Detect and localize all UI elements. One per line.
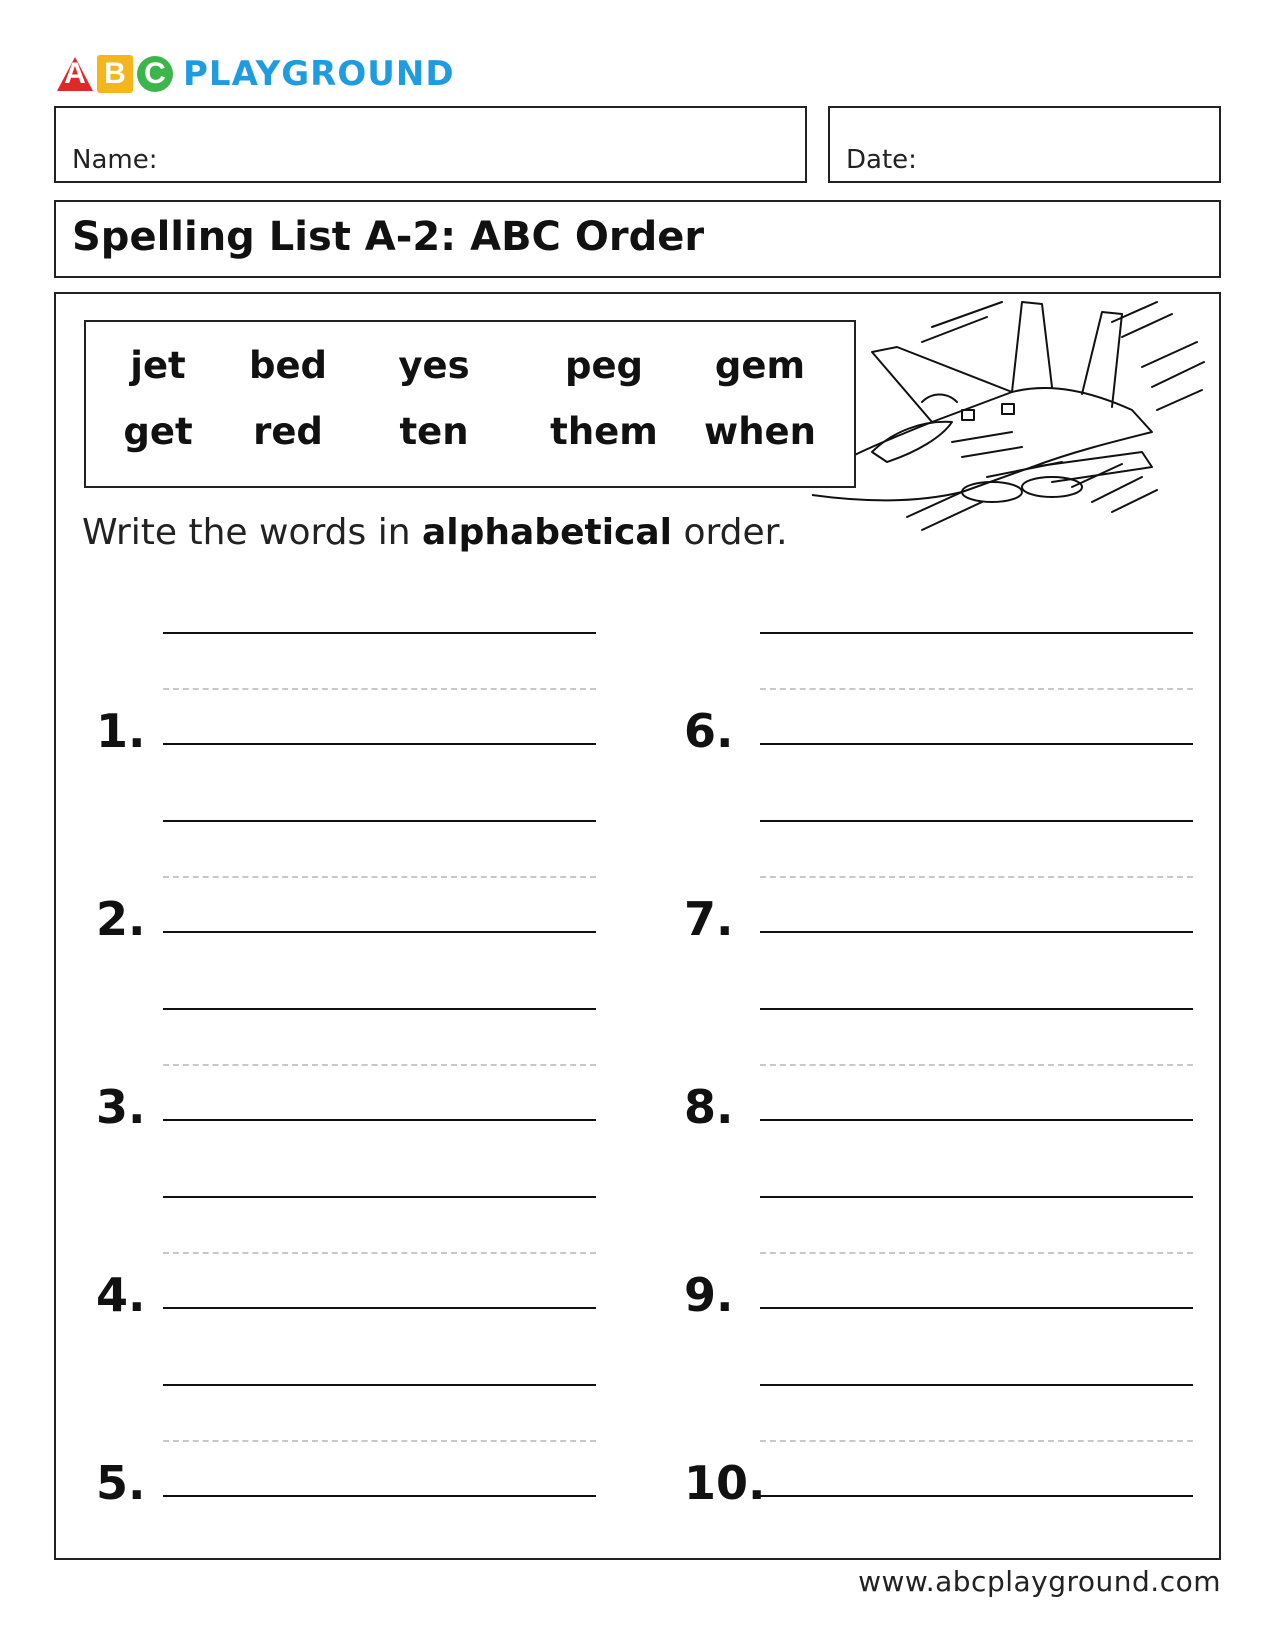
guide-line-mid [163, 1440, 596, 1442]
answer-line[interactable] [163, 1307, 596, 1309]
answer-line[interactable] [760, 1495, 1193, 1497]
logo-letter-a: A [55, 55, 95, 93]
title-box [54, 200, 1221, 278]
guide-line-top [760, 632, 1193, 634]
answer-number: 9. [684, 1268, 734, 1322]
guide-line-top [163, 632, 596, 634]
guide-line-top [760, 1196, 1193, 1198]
word-bank-word: ten [399, 410, 469, 453]
guide-line-mid [760, 1440, 1193, 1442]
word-bank-word: peg [564, 344, 644, 387]
answer-number: 8. [684, 1080, 734, 1134]
worksheet-title: Spelling List A-2: ABC Order [72, 214, 705, 260]
answer-line[interactable] [163, 931, 596, 933]
guide-line-top [163, 1008, 596, 1010]
answer-number: 3. [96, 1080, 146, 1134]
answer-line[interactable] [760, 743, 1193, 745]
answer-line[interactable] [163, 743, 596, 745]
answer-number: 4. [96, 1268, 146, 1322]
logo [55, 55, 455, 93]
logo-letter-c: C [135, 55, 175, 93]
answer-line[interactable] [760, 1307, 1193, 1309]
guide-line-mid [760, 1252, 1193, 1254]
word-bank-word: gem [714, 344, 806, 387]
answer-number: 10. [684, 1456, 766, 1510]
instruction [82, 512, 788, 553]
date-label: Date: [846, 145, 917, 175]
answer-number: 2. [96, 892, 146, 946]
guide-line-top [163, 820, 596, 822]
word-bank-word: red [253, 410, 323, 453]
guide-line-mid [760, 1064, 1193, 1066]
guide-line-top [760, 1384, 1193, 1386]
word-bank-word: bed [248, 344, 328, 387]
fighter-jet-icon [812, 292, 1212, 542]
guide-line-mid [760, 688, 1193, 690]
name-label: Name: [72, 145, 158, 175]
answer-number: 7. [684, 892, 734, 946]
date-field[interactable] [828, 106, 1221, 183]
guide-line-mid [163, 1252, 596, 1254]
guide-line-mid [163, 688, 596, 690]
word-bank [84, 320, 856, 488]
name-field[interactable] [54, 106, 807, 183]
answer-line[interactable] [760, 931, 1193, 933]
word-bank-word: them [550, 410, 658, 453]
word-bank-word: jet [130, 344, 186, 387]
guide-line-top [760, 1008, 1193, 1010]
answer-number: 1. [96, 704, 146, 758]
guide-line-mid [163, 876, 596, 878]
instruction-text: Write the words in [82, 512, 422, 553]
guide-line-top [760, 820, 1193, 822]
word-bank-word: get [123, 410, 193, 453]
instruction-text-end: order. [672, 512, 788, 553]
answer-number: 5. [96, 1456, 146, 1510]
word-bank-word: when [704, 410, 816, 453]
answer-line[interactable] [163, 1495, 596, 1497]
guide-line-top [163, 1384, 596, 1386]
guide-line-mid [163, 1064, 596, 1066]
footer-url[interactable]: www.abcplayground.com [858, 1565, 1221, 1598]
instruction-emphasis: alphabetical [421, 512, 672, 553]
logo-letter-b: B [97, 55, 133, 93]
answer-number: 6. [684, 704, 734, 758]
answer-line[interactable] [163, 1119, 596, 1121]
guide-line-top [163, 1196, 596, 1198]
word-bank-word: yes [398, 344, 470, 387]
logo-wordmark: PLAYGROUND [183, 54, 455, 94]
guide-line-mid [760, 876, 1193, 878]
answer-line[interactable] [760, 1119, 1193, 1121]
